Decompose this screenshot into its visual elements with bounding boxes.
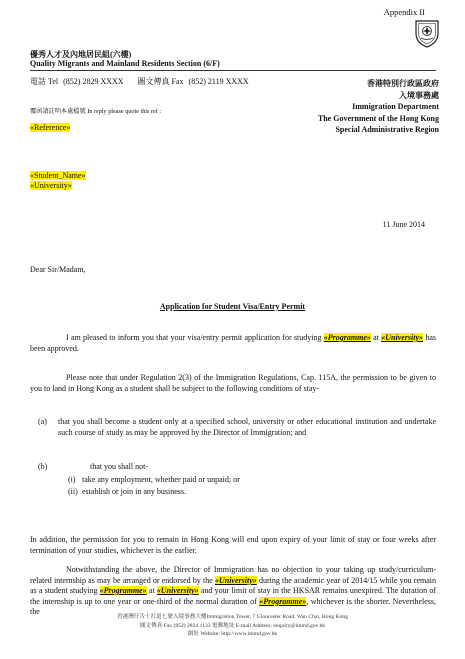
contact-line [30,76,252,87]
paragraph-internship [30,565,436,618]
university-field-inline: «University» [381,333,424,342]
footer-line-address: 香港灣仔告士打道七號入境事務大樓Immigration Tower, 7 Gloucester Road, Wan Chai, Hong Kong [117,614,348,620]
footer-address [0,613,465,639]
programme-field-p4a: «Programme» [99,586,147,595]
p1-text-a: I am pleased to inform you that your visa/entry permit application for studying [66,333,324,342]
condition-b-label: (b) [38,462,48,471]
paragraph-limit-of-stay: In addition, the permission for you to remain in Hong Kong will end upon expiry of your limit of stay or four weeks after termination of your studies, whichever is the earlier. [30,535,436,555]
p4-text-e: , whichever is the shorter. Nevertheless, the [30,596,436,616]
condition-a-text: that you shall become a student only at a specified school, university or other educational institution and undertake such course of study as may be approved by the Director of Immigration; and [58,417,436,437]
university-field-p4a: «University» [214,575,257,585]
programme-field-p4b: «Programme» [259,596,307,606]
department-en-line3: Special Administrative Region [335,125,439,134]
footer-line-website: 網址 Website: http://www.immd.gov.hk [187,631,278,637]
section-name-english: Quality Migrants and Mainland Residents Section (6/F) [30,59,220,68]
department-cn-line2: 入境事務處 [399,90,439,100]
letter-subject: Application for Student Visa/Entry Permit [159,302,306,311]
p4-text-d: and your limit of stay in the HKSAR remains unexpired. The duration of the internship is up to one year or one-third of the normal duration of [30,586,436,606]
p4-text-a: Notwithstanding the above, the Director of Immigration has no objection to your taking up study/curriculum-related internship as may be arranged or endorsed by the [30,565,436,585]
department-block [318,78,439,136]
university-field-p4b: «University» [156,586,199,595]
department-en-line1: Immigration Department [352,102,439,111]
p4-text-b: during the academic year of 2014/15 while you remain as a student studying [30,575,437,595]
salutation: Dear Sir/Madam, [30,265,86,274]
header-divider [30,70,436,71]
condition-b-lead: that you shall not- [90,462,148,471]
condition-b-i [68,475,240,484]
programme-field: «Programme» [323,333,371,342]
tel-number: (852) 2829 XXXX [63,77,124,86]
p1-text-b: at [370,333,382,342]
student-name-field: «Student_Name» [30,171,86,180]
letter-date: 11 June 2014 [382,220,425,229]
reference-field: «Reference» [30,123,71,132]
p1-text-c: has been approved. [30,333,436,353]
condition-b-i-text: take any employment, whether paid or unpaid; or [82,475,240,484]
tel-label: 電話 Tel [30,77,59,86]
department-cn-line1: 香港特別行政區政府 [367,79,439,88]
university-field: «University» [30,181,72,190]
condition-b-ii-text: establish or join in any business. [82,487,186,496]
reference-note: 覆函請註明本處檔號 In reply please quote this ref : [30,108,162,115]
department-en-line2: The Government of the Hong Kong [317,113,439,123]
fax-label: 圖文傳真 Fax [137,77,184,86]
appendix-label: Appendix II [383,7,425,17]
fax-number: (852) 2119 XXXX [188,77,249,86]
section-name-chinese: 優秀人才及內地居民組(六樓) [30,50,132,59]
paragraph-approval [30,333,436,354]
immigration-crest-icon [413,18,441,48]
paragraph-conditions: Please note that under Regulation 2(3) of the Immigration Regulations, Cap. 115A, the permission to be given to you to land in Hong Kong as a student shall be subject to the following conditions of stay- [30,373,436,393]
condition-b-i-number: (i) [68,475,76,484]
condition-b-ii [68,487,186,496]
condition-b-ii-number: (ii) [68,487,78,496]
p4-text-c: at [146,586,157,595]
condition-a-label: (a) [38,417,47,426]
footer-line-contact: 圖文傳真 Fax (852) 2824 1133 電郵地址 E-mail Address: enquiry@immd.gov.hk [139,622,326,629]
